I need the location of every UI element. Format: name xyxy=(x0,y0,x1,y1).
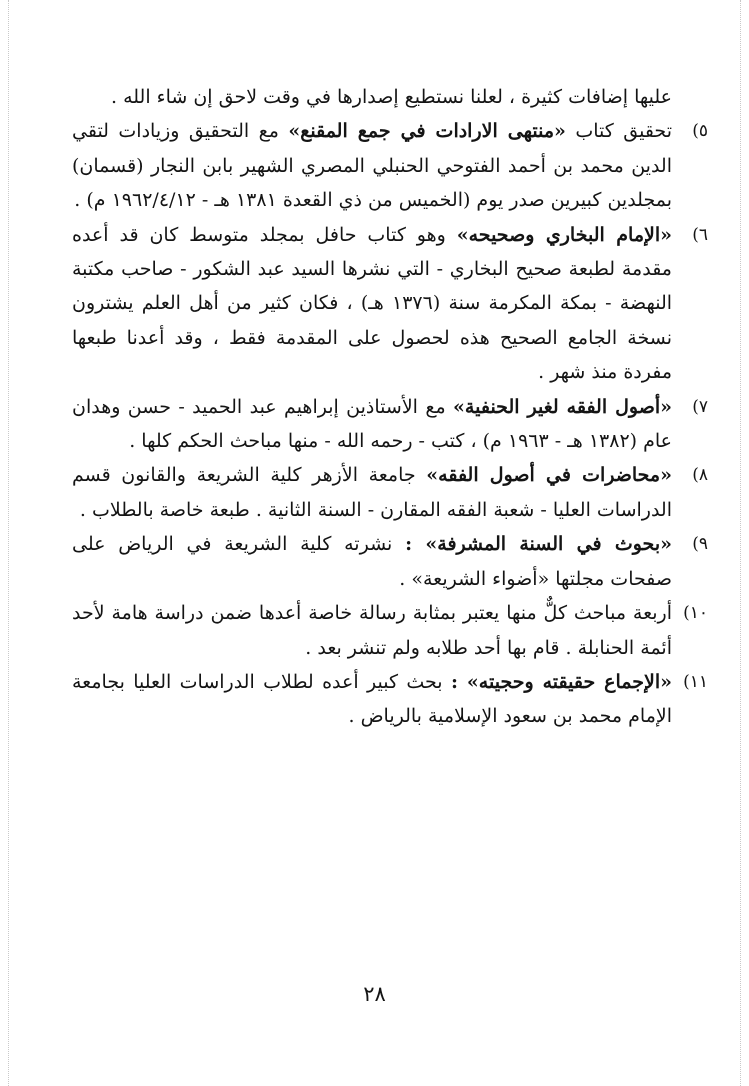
item-body: مع الأستاذين إبراهيم عبد الحميد - حسن وهدان عام (١٣٨٢ هـ - ١٩٦٣ م) ، كتب - رحمه الله - منها مباحث الحكم كلها . xyxy=(72,395,672,453)
item-title: «الإجماع حقيقته وحجيته» : xyxy=(450,670,673,693)
item-text xyxy=(72,665,672,734)
list-item xyxy=(72,527,708,596)
list-item xyxy=(72,218,708,390)
page-edge-right-line xyxy=(740,0,741,1086)
list-item xyxy=(72,390,708,459)
item-text xyxy=(72,527,672,596)
item-number: ٨) xyxy=(692,465,708,486)
item-number: ٥) xyxy=(692,121,708,142)
item-body: بحث كبير أعده لطلاب الدراسات العليا بجامعة الإمام محمد بن سعود الإسلامية بالرياض . xyxy=(72,670,672,728)
page-number: ٢٨ xyxy=(363,982,386,1006)
item-number: ٧) xyxy=(692,396,708,417)
item-number: ١١) xyxy=(683,671,708,692)
list-item xyxy=(72,596,708,665)
list-item xyxy=(72,458,708,527)
item-text xyxy=(72,218,672,390)
list-item xyxy=(72,114,708,217)
item-title: «بحوث في السنة المشرفة» : xyxy=(405,533,672,556)
item-number: ٦) xyxy=(692,224,708,245)
item-number: ١٠) xyxy=(683,603,708,624)
intro-paragraph: عليها إضافات كثيرة ، لعلنا نستطيع إصدارها في وقت لاحق إن شاء الله . xyxy=(110,86,672,108)
item-body: أربعة مباحث كلٌّ منها يعتبر بمثابة رسالة خاصة أعدها ضمن دراسة هامة لأحد أئمة الحنابلة . قام بها أحد طلابه ولم تنشر بعد . xyxy=(72,602,672,659)
item-title: «محاضرات في أصول الفقه» xyxy=(426,464,672,487)
item-text xyxy=(72,390,672,459)
list-item xyxy=(72,665,708,734)
item-body: وهو كتاب حافل بمجلد متوسط كان قد أعده مقدمة لطبعة صحيح البخاري - التي نشرها السيد عبد الشكور - صاحب مكتبة النهضة - بمكة المكرمة سنة (١٣٧٦ هـ) ، فكان كثير من أهل العلم يشترون نسخة الجامع الصحيح هذه لحصول على المقدمة فقط ، وقد أعدنا طبعها مفردة منذ شهر . xyxy=(72,223,673,384)
item-body: جامعة الأزهر كلية الشريعة والقانون قسم الدراسات العليا - شعبة الفقه المقارن - السنة الثانية . طبعة خاصة بالطلاب . xyxy=(72,464,672,521)
item-lead: تحقيق كتاب xyxy=(575,120,672,143)
item-title: «أصول الفقه لغير الحنفية» xyxy=(453,395,673,418)
item-title: «منتهى الارادات في جمع المقنع» xyxy=(288,120,566,143)
item-text xyxy=(72,458,672,527)
page-edge-left-line xyxy=(8,0,9,1086)
page-body xyxy=(72,80,708,734)
item-text xyxy=(72,596,672,665)
item-title: «الإمام البخاري وصحيحه» xyxy=(456,223,673,246)
item-body: نشرته كلية الشريعة في الرياض على صفحات مجلتها «أضواء الشريعة» . xyxy=(72,533,672,590)
item-text xyxy=(72,114,672,217)
item-body: مع التحقيق وزيادات لتقي الدين محمد بن أحمد الفتوحي الحنبلي المصري الشهير بابن النجار (قسمان) بمجلدين كبيرين صدر يوم (الخميس من ذي القعدة ١٣٨١ هـ - ١٩٦٢/٤/١٢ م) . xyxy=(72,120,672,212)
item-number: ٩) xyxy=(692,534,708,555)
